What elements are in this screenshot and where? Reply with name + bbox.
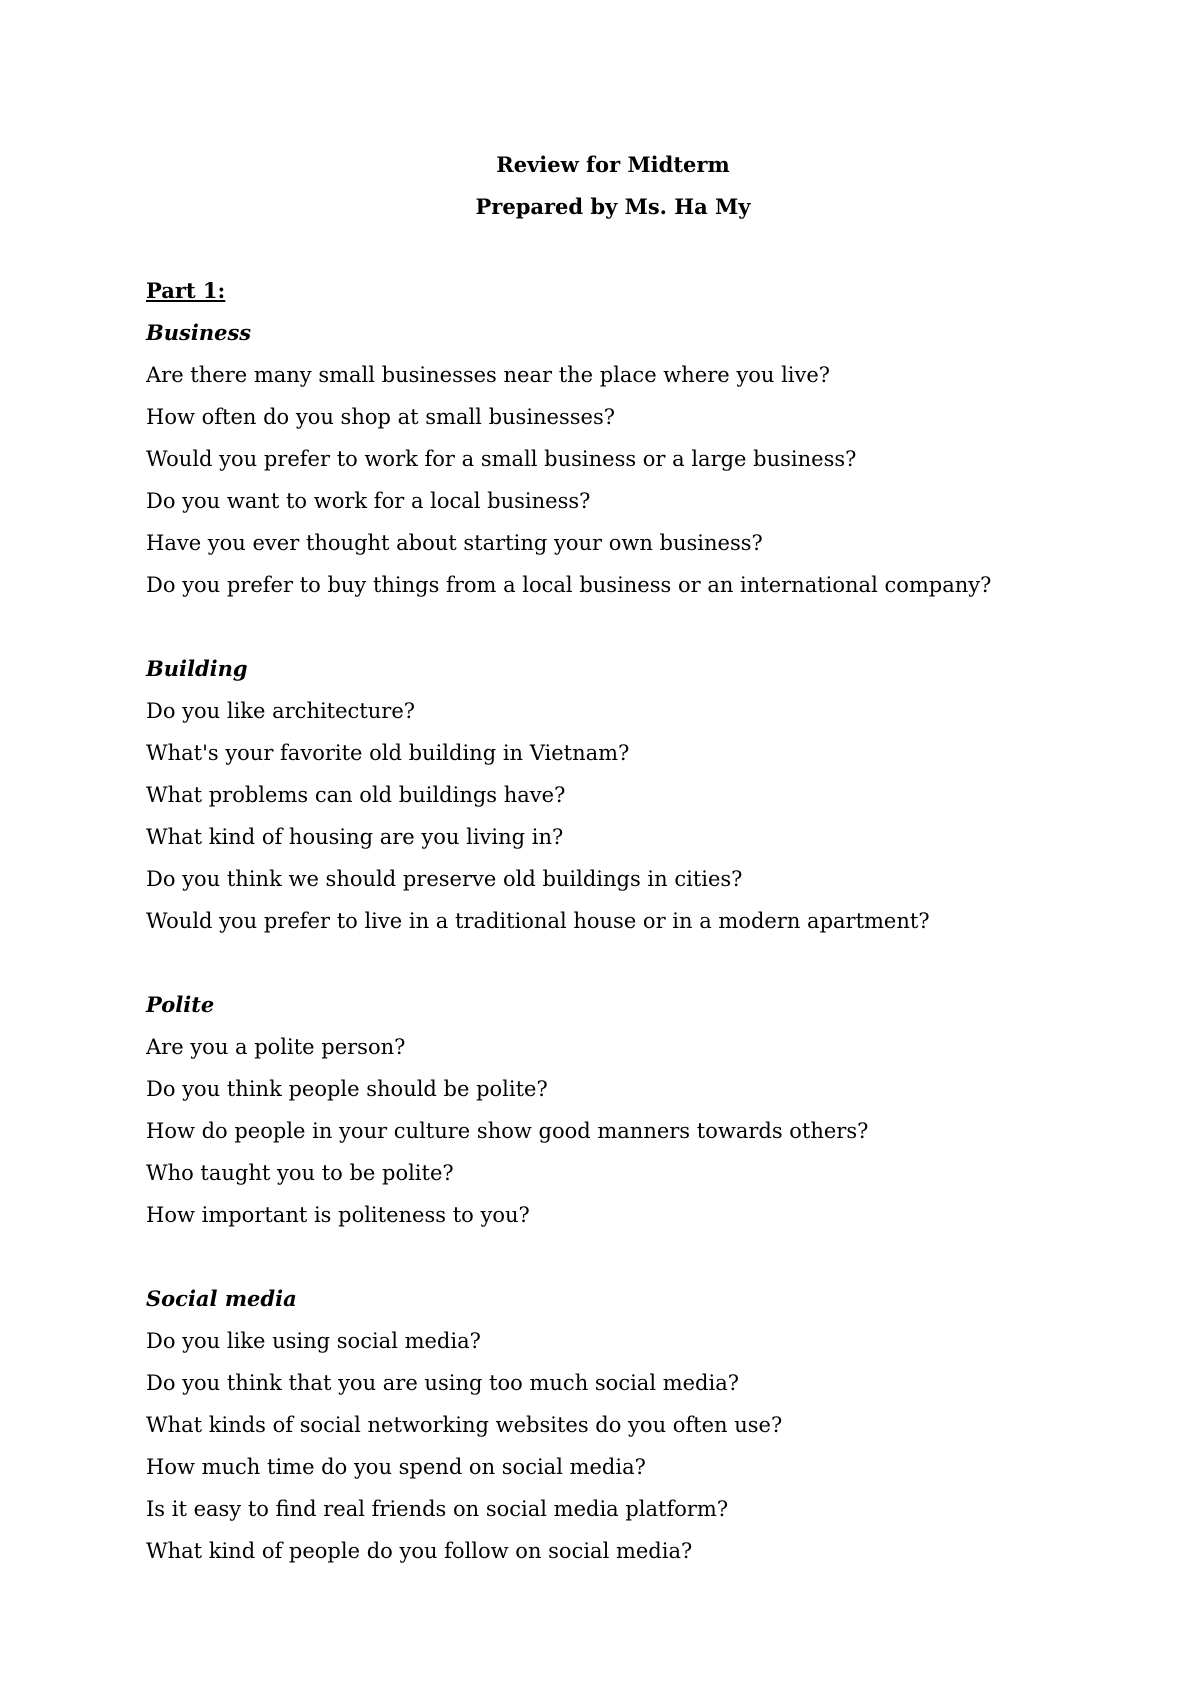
question-item: Do you like architecture? xyxy=(146,699,416,723)
question-item: Do you like using social media? xyxy=(146,1329,481,1353)
question-item: Would you prefer to work for a small business or a large business? xyxy=(146,447,857,471)
question-item: How important is politeness to you? xyxy=(146,1203,530,1227)
question-list xyxy=(146,1320,1080,1572)
question-item: What's your favorite old building in Vietnam? xyxy=(146,741,630,765)
question-item: Do you think people should be polite? xyxy=(146,1077,548,1101)
question-item: Would you prefer to live in a traditional house or in a modern apartment? xyxy=(146,909,930,933)
document-subtitle: Prepared by Ms. Ha My xyxy=(475,194,751,219)
question-list xyxy=(146,354,1080,606)
question-item: Are there many small businesses near the place where you live? xyxy=(146,363,831,387)
question-item: What kind of people do you follow on social media? xyxy=(146,1539,693,1563)
question-item: Who taught you to be polite? xyxy=(146,1161,454,1185)
section-social-media xyxy=(146,1278,1080,1572)
question-list xyxy=(146,1026,1080,1236)
part-heading: Part 1: xyxy=(146,278,226,303)
question-item: Do you think we should preserve old buildings in cities? xyxy=(146,867,743,891)
section-title: Polite xyxy=(146,992,215,1017)
section-building xyxy=(146,648,1080,942)
question-list xyxy=(146,690,1080,942)
question-item: What kind of housing are you living in? xyxy=(146,825,564,849)
document-title: Review for Midterm xyxy=(496,152,730,177)
question-item: How often do you shop at small businesses? xyxy=(146,405,616,429)
question-item: How much time do you spend on social media? xyxy=(146,1455,646,1479)
section-title: Building xyxy=(146,656,248,681)
question-item: Do you think that you are using too much social media? xyxy=(146,1371,739,1395)
question-item: Do you want to work for a local business? xyxy=(146,489,591,513)
section-polite xyxy=(146,984,1080,1236)
question-item: Do you prefer to buy things from a local business or an international company? xyxy=(146,573,992,597)
question-item: What problems can old buildings have? xyxy=(146,783,566,807)
section-business xyxy=(146,312,1080,606)
question-item: Are you a polite person? xyxy=(146,1035,406,1059)
question-item: Have you ever thought about starting your own business? xyxy=(146,531,763,555)
question-item: What kinds of social networking websites do you often use? xyxy=(146,1413,783,1437)
section-title: Business xyxy=(146,320,252,345)
question-item: Is it easy to find real friends on social media platform? xyxy=(146,1497,729,1521)
section-title: Social media xyxy=(146,1286,297,1311)
question-item: How do people in your culture show good manners towards others? xyxy=(146,1119,869,1143)
